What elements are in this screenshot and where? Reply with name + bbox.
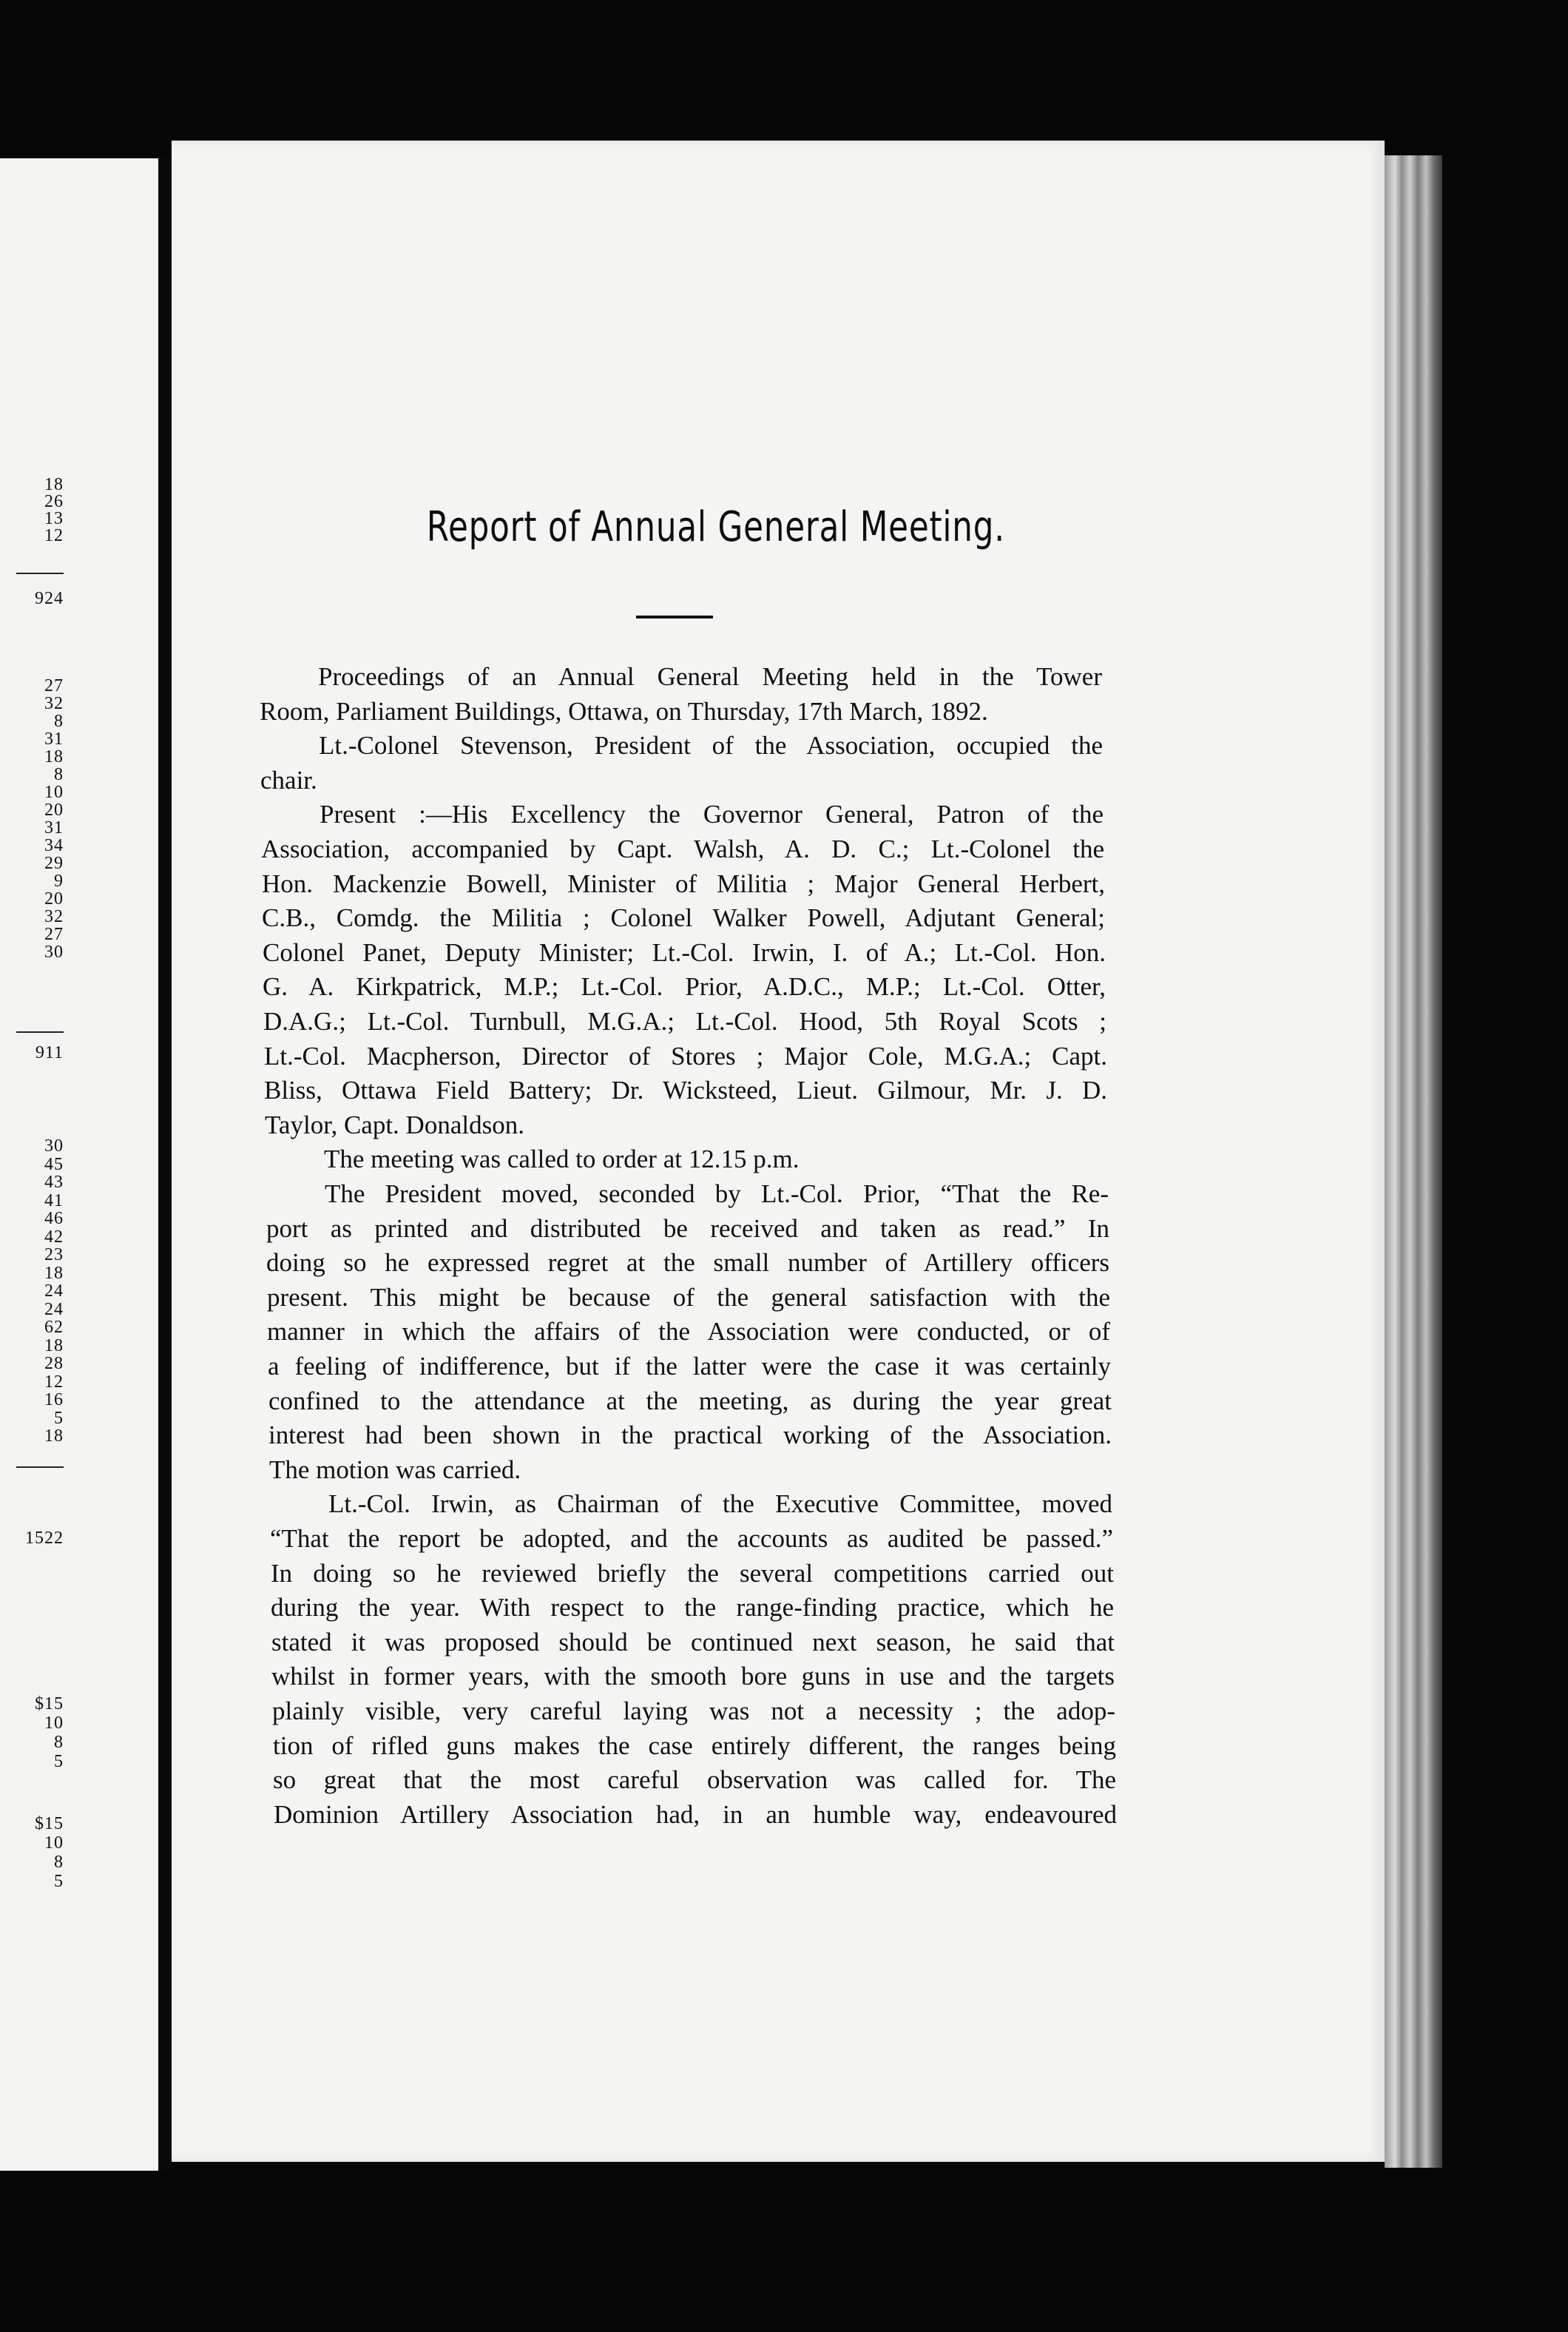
text-line: Colonel Panet, Deputy Minister; Lt.-Col. Irwin, I. of A.; Lt.-Col. Hon.	[263, 937, 1106, 967]
figure-value: 18	[44, 1426, 64, 1446]
figure-value: 924	[35, 589, 64, 608]
figure-value: 18	[44, 747, 64, 766]
figure-value: 24	[44, 1299, 64, 1319]
text-line: so great that the most careful observation was called for. The	[273, 1765, 1116, 1795]
figure-value: 18	[44, 475, 64, 494]
text-line: Taylor, Capt. Donaldson.	[265, 1110, 524, 1139]
figure-value: 20	[44, 889, 64, 909]
text-line: confined to the attendance at the meeting, as during the year great	[268, 1386, 1112, 1415]
figure-value: 62	[44, 1318, 64, 1337]
text-line: Dominion Artillery Association had, in an humble way, endeavoured	[274, 1799, 1117, 1829]
figure-value: 10	[44, 1713, 64, 1733]
figure-value: 16	[44, 1390, 64, 1409]
sum-rule	[16, 1466, 64, 1468]
figure-value: 45	[44, 1154, 64, 1174]
figure-value: 10	[44, 783, 64, 802]
page-stack-edge	[1385, 155, 1442, 2168]
figure-value: 13	[44, 509, 64, 528]
text-line: D.A.G.; Lt.-Col. Turnbull, M.G.A.; Lt.-Col. Hood, 5th Royal Scots ;	[263, 1007, 1106, 1036]
page-title: Report of Annual General Meeting.	[426, 503, 1005, 551]
figure-value: 9	[54, 872, 64, 891]
text-line: “That the report be adopted, and the accounts as audited be passed.”	[270, 1524, 1113, 1553]
text-line: tion of rifled guns makes the case entirely different, the ranges being	[273, 1731, 1116, 1760]
figure-value: 31	[44, 818, 64, 838]
text-line: Hon. Mackenzie Bowell, Minister of Militia ; Major General Herbert,	[262, 869, 1105, 898]
figure-value: 5	[54, 1408, 64, 1428]
text-line: during the year. With respect to the range-finding practice, which he	[271, 1593, 1114, 1622]
text-line: present. This might be because of the general satisfaction with the	[267, 1282, 1110, 1312]
figure-value: 27	[44, 925, 64, 944]
text-line: The meeting was called to order at 12.15 p.m.	[324, 1145, 800, 1174]
figure-value: 12	[44, 1372, 64, 1392]
text-line: interest had been shown in the practical working of the Association.	[268, 1421, 1112, 1450]
text-line: port as printed and distributed be received and taken as read.” In	[266, 1213, 1109, 1243]
figure-value: $15	[35, 1814, 64, 1833]
figure-value: 27	[44, 676, 64, 695]
figure-value: 1522	[25, 1529, 64, 1548]
title-rule	[636, 616, 713, 619]
figure-value: $15	[35, 1694, 64, 1713]
text-line: Room, Parliament Buildings, Ottawa, on Thursday, 17th March, 1892.	[260, 696, 988, 726]
figure-value: 23	[44, 1245, 64, 1264]
figure-value: 5	[54, 1872, 64, 1891]
figure-value: 911	[35, 1043, 64, 1062]
text-line: manner in which the affairs of the Association were conducted, or of	[267, 1317, 1110, 1347]
figure-value: 8	[54, 1853, 64, 1872]
text-line: The motion was carried.	[269, 1455, 521, 1484]
text-line: plainly visible, very careful laying was not a necessity ; the adop-	[272, 1696, 1115, 1725]
figure-value: 46	[44, 1209, 64, 1228]
figure-value: 30	[44, 1136, 64, 1156]
sum-rule	[16, 573, 64, 574]
text-line: Lt.-Col. Macpherson, Director of Stores ; Major Cole, M.G.A.; Capt.	[264, 1041, 1107, 1071]
text-line: In doing so he reviewed briefly the several competitions carried out	[271, 1558, 1114, 1588]
figure-value: 41	[44, 1190, 64, 1210]
figure-value: 8	[54, 712, 64, 731]
figure-value: 32	[44, 694, 64, 713]
figure-value: 42	[44, 1227, 64, 1247]
sum-rule	[16, 1031, 64, 1033]
figure-value: 18	[44, 1263, 64, 1283]
text-line: Association, accompanied by Capt. Walsh, A. D. C.; Lt.-Colonel the	[261, 835, 1104, 863]
figure-value: 12	[44, 526, 64, 545]
figure-value: 5	[54, 1752, 64, 1771]
figure-value: 28	[44, 1354, 64, 1373]
figure-value: 20	[44, 801, 64, 820]
text-line: Bliss, Ottawa Field Battery; Dr. Wicksteed, Lieut. Gilmour, Mr. J. D.	[264, 1076, 1107, 1105]
page-gutter	[158, 158, 170, 2171]
text-line: Proceedings of an Annual General Meeting held in the Tower	[318, 662, 1102, 691]
text-line: Lt.-Colonel Stevenson, President of the Association, occupied the	[319, 731, 1103, 761]
text-line: stated it was proposed should be continued next season, he said that	[271, 1627, 1115, 1657]
figure-value: 32	[44, 907, 64, 926]
text-line: C.B., Comdg. the Militia ; Colonel Walker Powell, Adjutant General;	[262, 903, 1105, 933]
text-line: a feeling of indifference, but if the latter were the case it was certainly	[268, 1352, 1111, 1381]
figure-value: 8	[54, 1733, 64, 1752]
figure-value: 8	[54, 765, 64, 784]
figure-value: 29	[44, 854, 64, 873]
figure-value: 26	[44, 492, 64, 511]
figure-value: 30	[44, 943, 64, 962]
text-line: whilst in former years, with the smooth bore guns in use and the targets	[271, 1662, 1115, 1691]
figure-value: 10	[44, 1833, 64, 1853]
text-line: Lt.-Col. Irwin, as Chairman of the Executive Committee, moved	[328, 1489, 1112, 1519]
figure-value: 18	[44, 1335, 64, 1355]
figure-value: 43	[44, 1173, 64, 1192]
text-line: Present :—His Excellency the Governor General, Patron of the	[320, 800, 1104, 829]
text-line: G. A. Kirkpatrick, M.P.; Lt.-Col. Prior, A.D.C., M.P.; Lt.-Col. Otter,	[263, 972, 1106, 1002]
text-line: doing so he expressed regret at the small number of Artillery officers	[266, 1248, 1109, 1278]
figure-value: 31	[44, 729, 64, 749]
figure-value: 24	[44, 1281, 64, 1301]
text-line: The President moved, seconded by Lt.-Col. Prior, “That the Re-	[325, 1179, 1109, 1208]
text-line: chair.	[260, 765, 317, 795]
figure-value: 34	[44, 836, 64, 855]
